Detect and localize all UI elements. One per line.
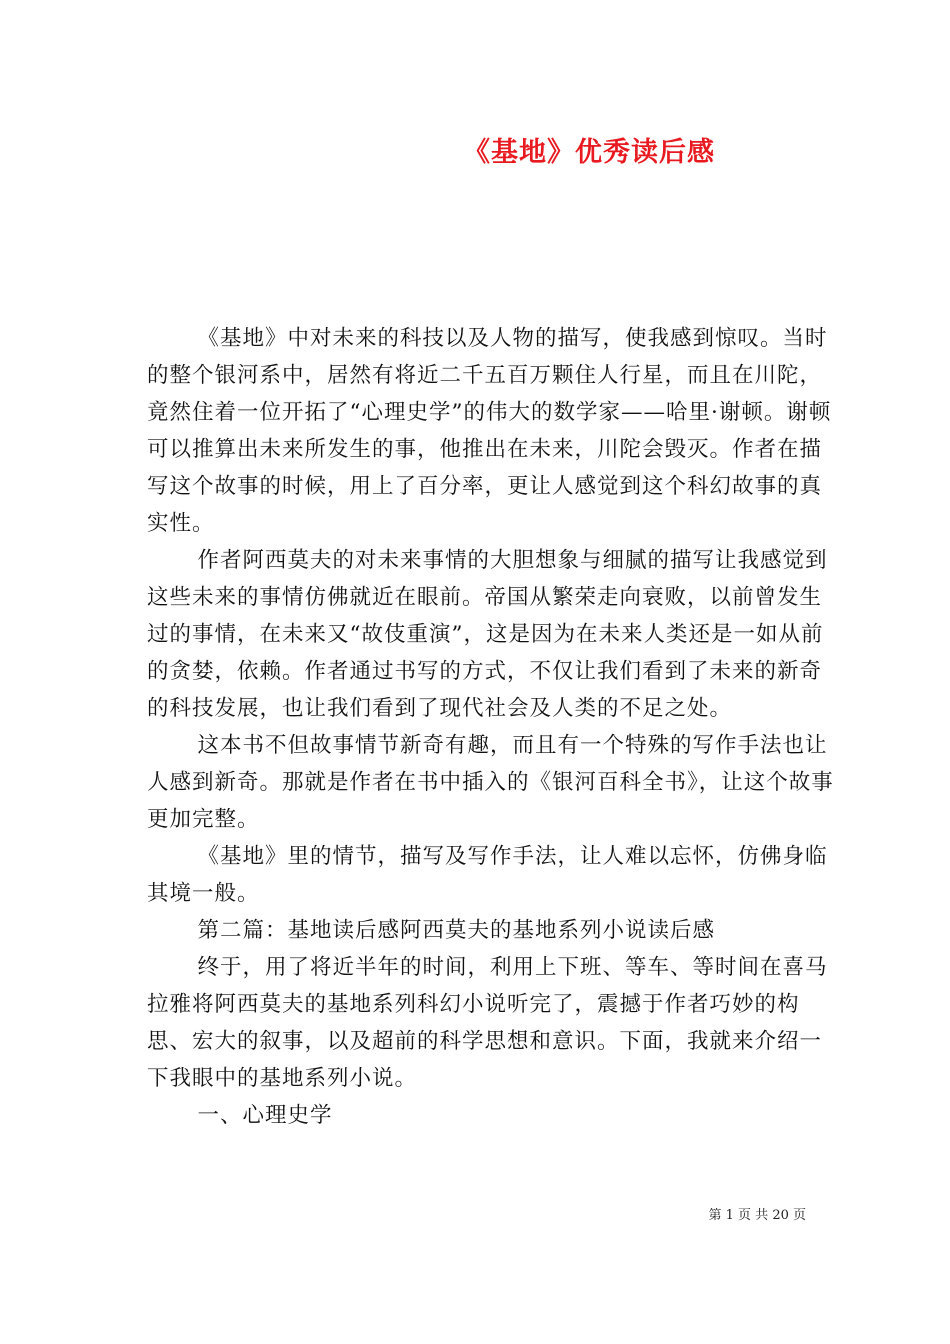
paragraph: 终于，用了将近半年的时间，利用上下班、等车、等时间在喜马拉雅将阿西莫夫的基地系列科幻小说听完了，震撼于作者巧妙的构思、宏大的叙事，以及超前的科学思想和意识。下面，我就来介绍一下我眼中的基地系列小说。 — [147, 955, 828, 1091]
document-title: 《基地》优秀读后感 — [463, 137, 715, 168]
paragraph: 这本书不但故事情节新奇有趣，而且有一个特殊的写作手法也让人感到新奇。那就是作者在书中插入的《银河百科全书》，让这个故事更加完整。 — [147, 733, 834, 832]
document-body — [147, 320, 837, 1134]
section-heading-second-article: 第二篇：基地读后感阿西莫夫的基地系列小说读后感 — [197, 918, 716, 943]
page-number-footer: 第 1 页 共 20 页 — [708, 1208, 806, 1223]
paragraph: 作者阿西莫夫的对未来事情的大胆想象与细腻的描写让我感觉到这些未来的事情仿佛就近在眼前。帝国从繁荣走向衰败，以前曾发生过的事情，在未来又“故伎重演”，这是因为在未来人类还是一如从前的贪婪，依赖。作者通过书写的方式，不仅让我们看到了未来的新奇的科技发展，也让我们看到了现代社会及人类的不足之处。 — [147, 548, 828, 721]
paragraph: 《基地》中对未来的科技以及人物的描写，使我感到惊叹。当时的整个银河系中，居然有将近二千五百万颗住人行星，而且在川陀，竟然住着一位开拓了“心理史学”的伟大的数学家——哈里·谢顿。谢顿可以推算出未来所发生的事，他推出在未来，川陀会毁灭。作者在描写这个故事的时候，用上了百分率，更让人感觉到这个科幻故事的真实性。 — [147, 326, 832, 536]
paragraph: 《基地》里的情节，描写及写作手法，让人难以忘怀，仿佛身临其境一般。 — [147, 844, 828, 906]
section-heading-psychohistory: 一、心理史学 — [197, 1103, 333, 1128]
